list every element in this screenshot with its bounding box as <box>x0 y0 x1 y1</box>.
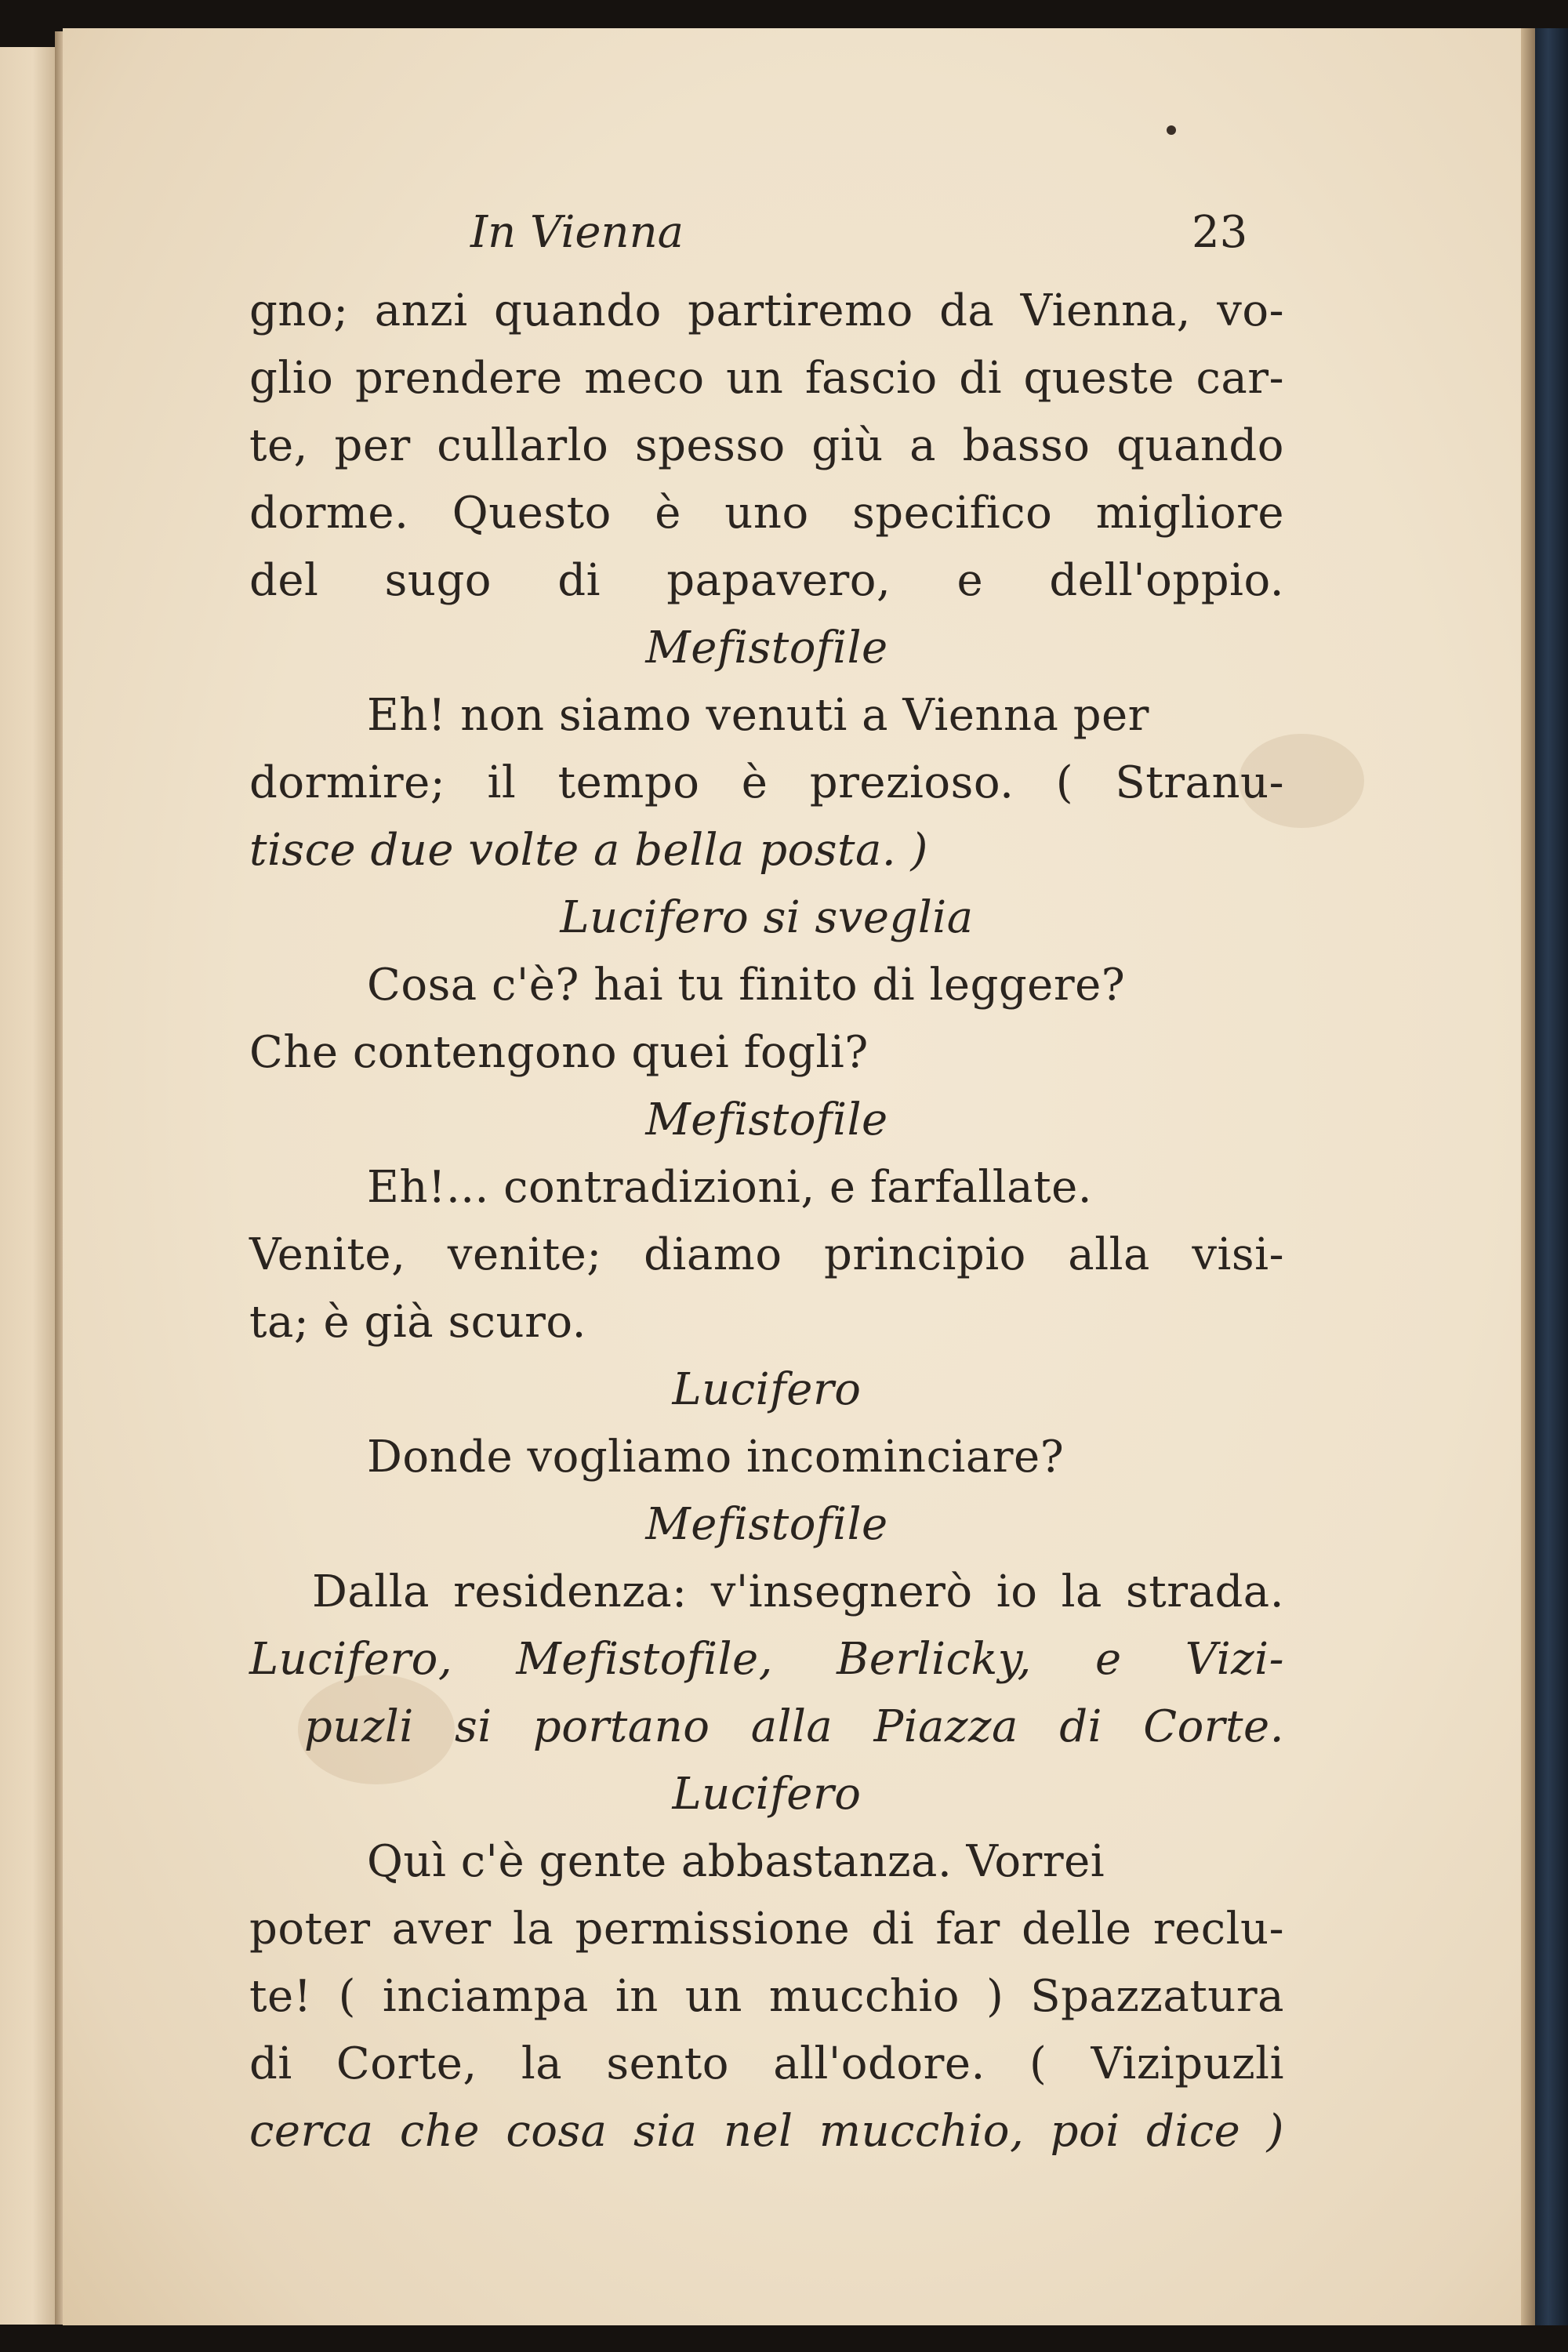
previous-page-edge <box>0 47 55 2325</box>
text-line: poter aver la permissione di far delle reclu- <box>249 1904 1284 1955</box>
text-line: Quì c'è gente abbastanza. Vorrei <box>367 1836 1105 1887</box>
page-number: 23 <box>1192 207 1248 258</box>
text-line: Donde vogliamo incominciare? <box>367 1432 1065 1483</box>
text-line: Che contengono quei fogli? <box>249 1027 869 1078</box>
speaker-name: Mefistofile <box>645 1094 888 1145</box>
speaker-name: Lucifero si sveglia <box>560 892 974 943</box>
text-line: te, per cullarlo spesso giù a basso quando <box>249 420 1284 471</box>
book-gutter <box>55 31 63 2325</box>
text-line: Eh! non siamo venuti a Vienna per <box>367 690 1149 741</box>
text-line: Venite, venite; diamo principio alla visi- <box>249 1229 1284 1280</box>
book-page <box>63 28 1521 2325</box>
book-binding <box>1535 28 1568 2325</box>
page-fore-edge <box>1521 28 1535 2325</box>
text-line: Eh!... contradizioni, e farfallate. <box>367 1162 1093 1213</box>
text-line: glio prendere meco un fascio di queste car- <box>249 353 1284 404</box>
speaker-name: Mefistofile <box>645 1499 888 1550</box>
ink-speck <box>1167 125 1176 135</box>
text-line: dormire; il tempo è prezioso. ( Stranu- <box>249 757 1284 808</box>
text-line: dorme. Questo è uno specifico migliore <box>249 488 1284 539</box>
text-line: di Corte, la sento all'odore. ( Vizipuzli <box>249 2038 1284 2089</box>
text-line: Dalla residenza: v'insegnerò io la strada. <box>312 1566 1284 1617</box>
text-line: del sugo di papavero, e dell'oppio. <box>249 555 1284 606</box>
text-line: Cosa c'è? hai tu finito di leggere? <box>367 960 1126 1011</box>
text-line: te! ( inciampa in un mucchio ) Spazzatura <box>249 1971 1284 2022</box>
running-title: In Vienna <box>470 207 684 258</box>
text-line: ta; è già scuro. <box>249 1297 586 1348</box>
speaker-name: Lucifero <box>672 1769 862 1820</box>
speaker-name: Mefistofile <box>645 622 888 673</box>
stage-direction: tisce due volte a bella posta. ) <box>249 825 928 876</box>
stage-direction: Lucifero, Mefistofile, Berlicky, e Vizi- <box>249 1634 1284 1685</box>
stage-direction: cerca che cosa sia nel mucchio, poi dice ) <box>249 2106 1284 2157</box>
speaker-name: Lucifero <box>672 1364 862 1415</box>
stage-direction: puzli si portano alla Piazza di Corte. <box>304 1701 1284 1752</box>
text-line: gno; anzi quando partiremo da Vienna, vo- <box>249 285 1284 336</box>
